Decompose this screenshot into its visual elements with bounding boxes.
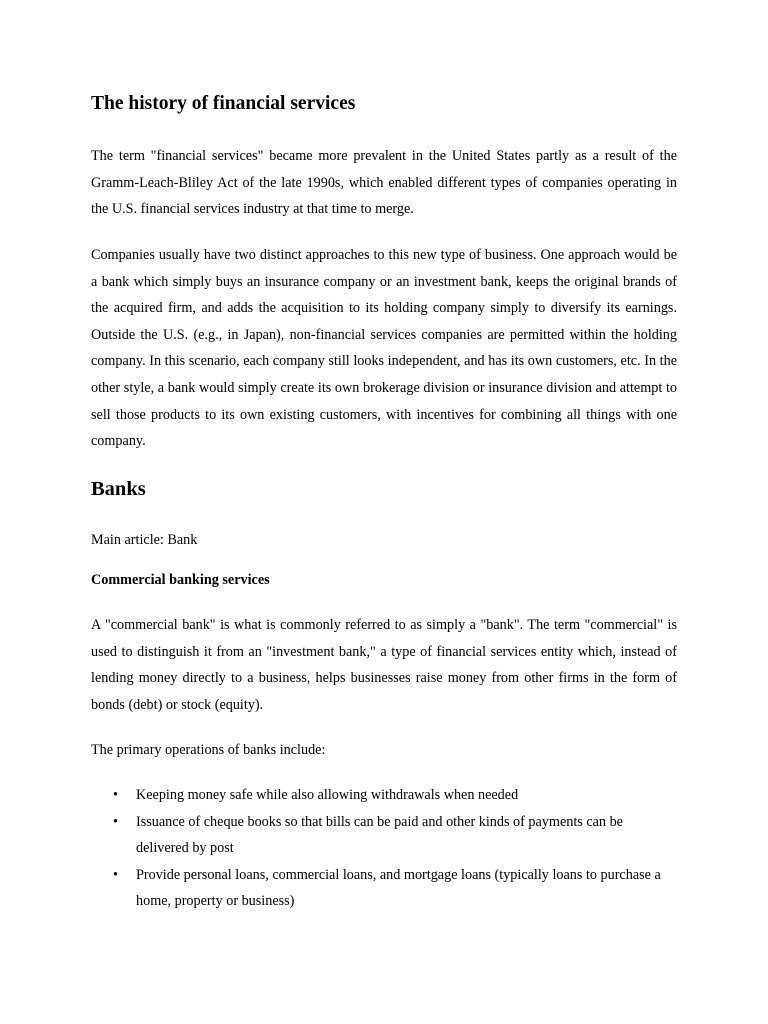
bullet-icon: •	[113, 813, 118, 830]
section-heading-banks: Banks	[91, 478, 146, 500]
list-item	[91, 809, 677, 862]
paragraph-term-financial-services: The term "financial services" became more prevalent in the United States partly as a result of the Gramm-Leach-Bliley Act of the late 1990s, which enabled different types of companies operating in the U.S. financial services industry at that time to merge.	[91, 148, 677, 218]
main-article-note: Main article: Bank	[91, 532, 198, 548]
list-item	[91, 782, 677, 809]
primary-operations-list	[91, 782, 677, 915]
paragraph-commercial-bank: A "commercial bank" is what is commonly referred to as simply a "bank". The term "commercial" is used to distinguish it from an "investment bank," a type of financial services entity which, instead of lending money directly to a business, helps businesses raise money from other firms in the form of bonds (debt) or stock (equity).	[91, 617, 677, 713]
primary-operations-intro: The primary operations of banks include:	[91, 742, 326, 758]
section-heading-history: The history of financial services	[91, 93, 356, 114]
list-item-text: Provide personal loans, commercial loans, and mortgage loans (typically loans to purchase a home, property or business)	[136, 866, 661, 910]
subheading-commercial-banking: Commercial banking services	[91, 572, 270, 588]
list-item-text: Keeping money safe while also allowing withdrawals when needed	[136, 787, 519, 803]
bullet-icon: •	[113, 787, 118, 803]
paragraph-two-approaches: Companies usually have two distinct approaches to this new type of business. One approach would be a bank which simply buys an insurance company or an investment bank, keeps the original brands of the acquired firm, and adds the acquisition to its holding company simply to diversify its earnings. Outside the U.S. (e.g., in Japan), non-financial services companies are permitted within the holding company. In this scenario, each company still looks independent, and has its own customers, etc. In the other style, a bank would simply create its own brokerage division or insurance division and attempt to sell those products to its own existing customers, with incentives for combining all things with one company.	[91, 247, 677, 450]
bullet-icon: •	[113, 866, 118, 883]
list-item	[91, 862, 677, 915]
list-item-text: Issuance of cheque books so that bills can be paid and other kinds of payments can be delivered by post	[136, 813, 623, 857]
